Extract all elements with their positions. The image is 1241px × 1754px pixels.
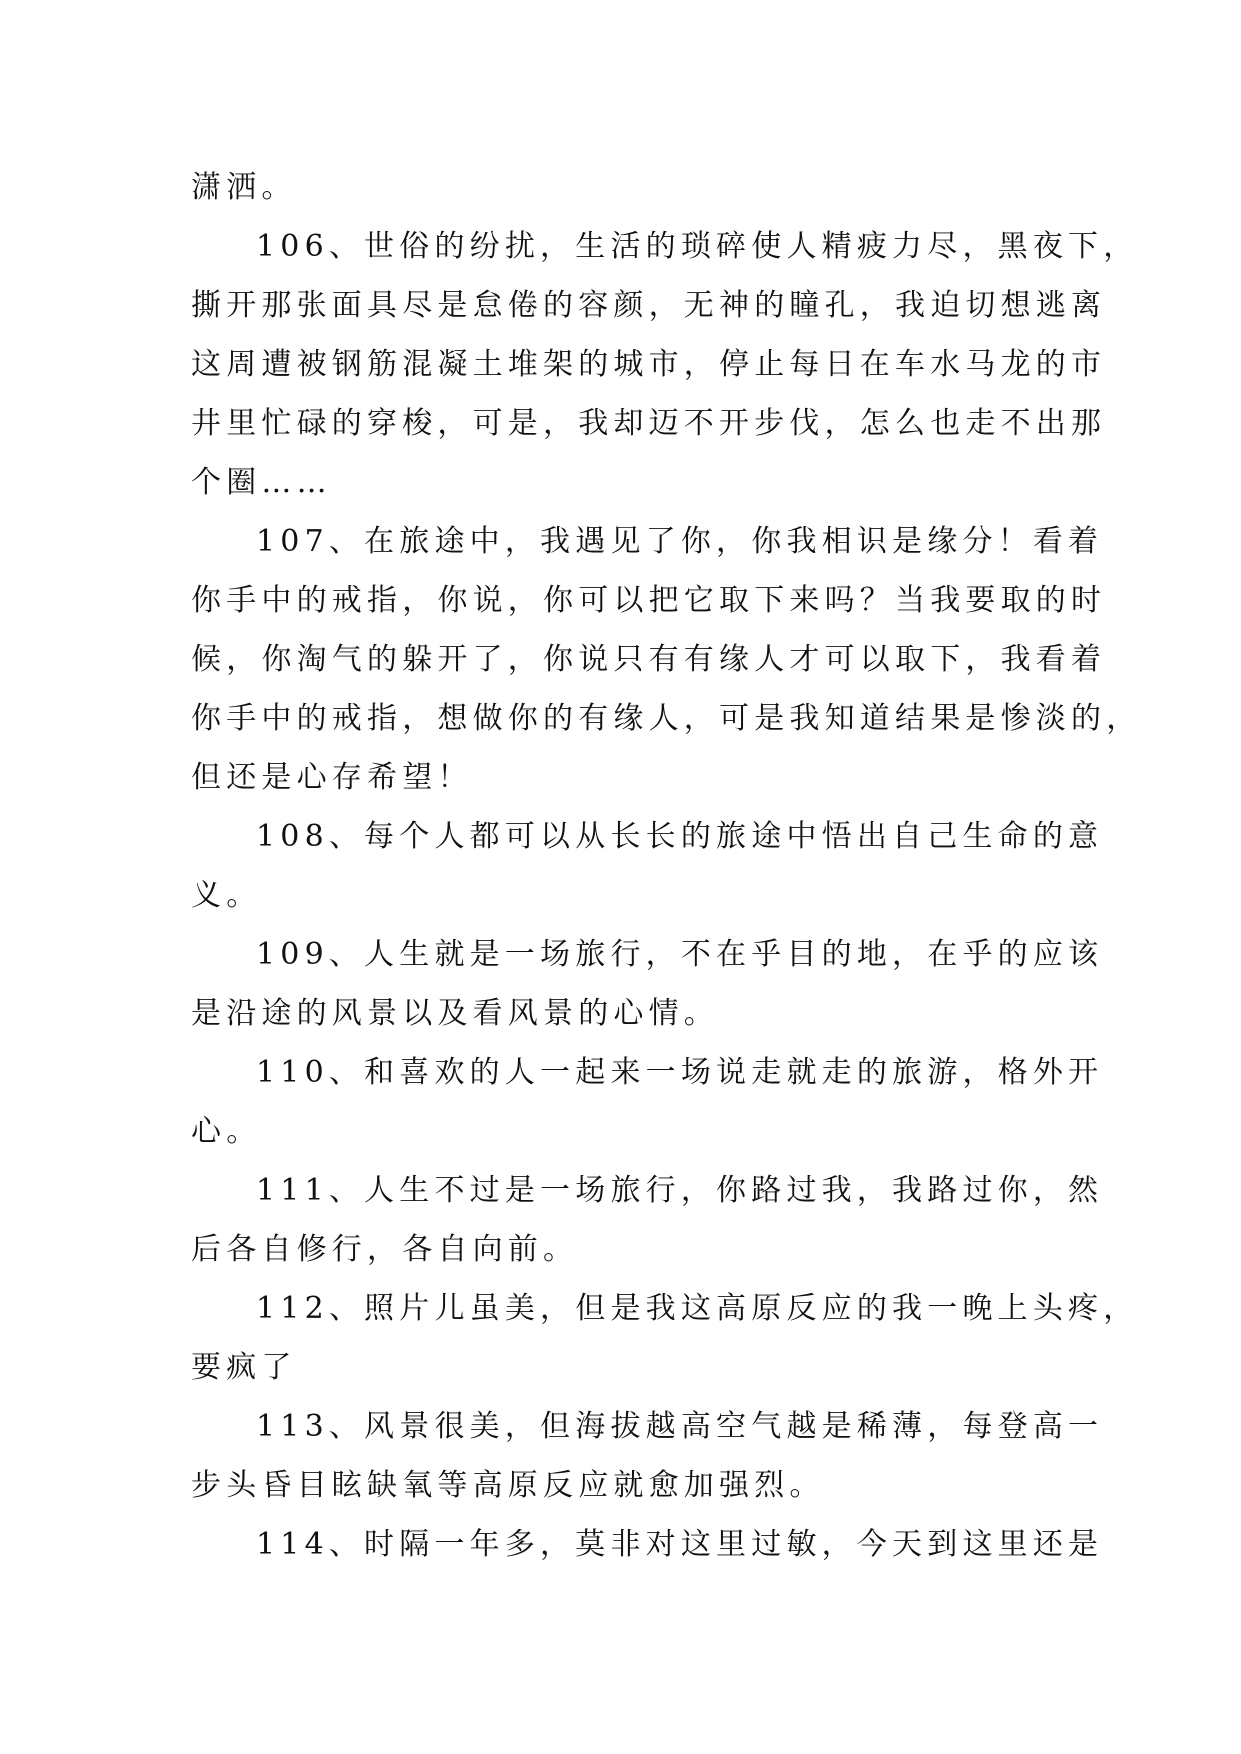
text-line: 111、人生不过是一场旅行，你路过我，我路过你，然: [256, 1173, 1104, 1208]
text-line: 你手中的戒指，想做你的有缘人，可是我知道结果是惨淡的，: [191, 701, 1142, 736]
text-line: 是沿途的风景以及看风景的心情。: [191, 996, 719, 1031]
text-line: 但还是心存希望！: [191, 760, 473, 795]
text-line: 步头昏目眩缺氧等高原反应就愈加强烈。: [191, 1468, 825, 1503]
text-line: 候，你淘气的躲开了，你说只有有缘人才可以取下，我看着: [191, 642, 1107, 677]
text-line: 个圈……: [191, 465, 332, 500]
text-line: 112、照片儿虽美，但是我这高原反应的我一晚上头疼，: [256, 1291, 1139, 1326]
text-line: 107、在旅途中，我遇见了你，你我相识是缘分！看着: [256, 524, 1104, 559]
text-line: 110、和喜欢的人一起来一场说走就走的旅游，格外开: [256, 1055, 1104, 1090]
text-line: 113、风景很美，但海拔越高空气越是稀薄，每登高一: [256, 1409, 1104, 1444]
text-line: 潇洒。: [191, 170, 297, 205]
text-line: 井里忙碌的穿梭，可是，我却迈不开步伐，怎么也走不出那: [191, 406, 1107, 441]
text-line: 106、世俗的纷扰，生活的琐碎使人精疲力尽，黑夜下，: [256, 229, 1139, 264]
text-line: 你手中的戒指，你说，你可以把它取下来吗？当我要取的时: [191, 583, 1107, 618]
text-line: 109、人生就是一场旅行，不在乎目的地，在乎的应该: [256, 937, 1104, 972]
document-body: [191, 158, 1142, 1574]
text-line: 这周遭被钢筋混凝土堆架的城市，停止每日在车水马龙的市: [191, 347, 1107, 382]
text-line: 114、时隔一年多，莫非对这里过敏，今天到这里还是: [256, 1527, 1104, 1562]
text-line: 撕开那张面具尽是怠倦的容颜，无神的瞳孔，我迫切想逃离: [191, 288, 1107, 323]
text-line: 要疯了: [191, 1350, 297, 1385]
text-line: 心。: [191, 1114, 262, 1149]
text-line: 义。: [191, 878, 262, 913]
text-line: 后各自修行，各自向前。: [191, 1232, 579, 1267]
text-line: 108、每个人都可以从长长的旅途中悟出自己生命的意: [256, 819, 1104, 854]
